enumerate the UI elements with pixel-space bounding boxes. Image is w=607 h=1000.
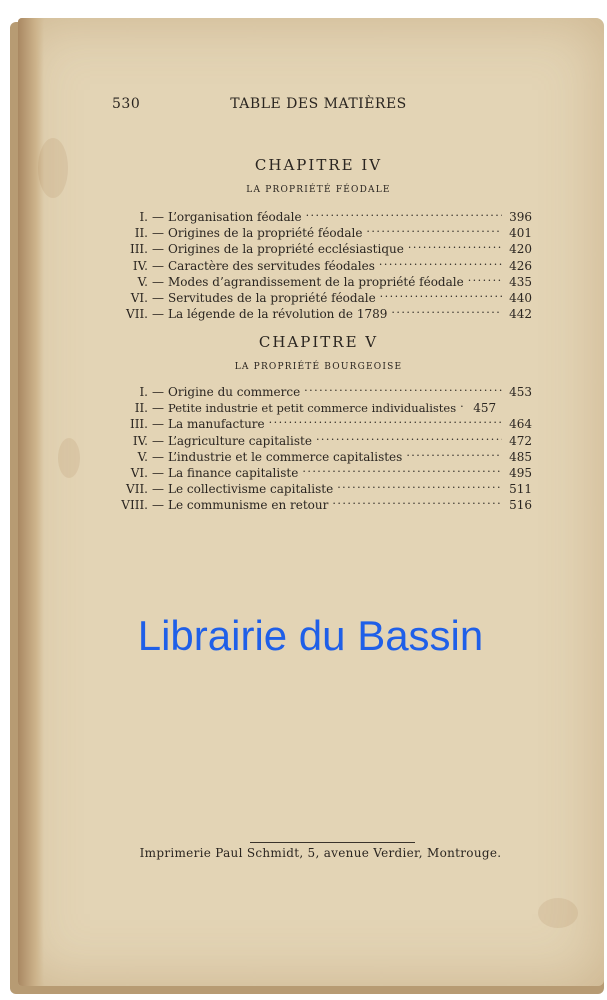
- entry-title: Petite industrie et petit commerce individualistes: [168, 401, 457, 416]
- entry-page: 516: [509, 498, 532, 513]
- entry-title: Servitudes de la propriété féodale: [168, 290, 376, 305]
- printer-imprint: Imprimerie Paul Schmidt, 5, avenue Verdier, Montrouge.: [139, 846, 502, 860]
- entry-number: V.: [137, 449, 148, 464]
- entry-page: 396: [509, 210, 532, 224]
- dot-leader: [380, 286, 502, 302]
- entry-page: 426: [509, 258, 532, 273]
- paper-stain: [58, 438, 80, 478]
- entry-page: 435: [509, 274, 532, 289]
- entry-title: La légende de la révolution de 1789: [168, 307, 388, 322]
- entry-title: Le communisme en retour: [168, 498, 329, 513]
- toc-list: [110, 205, 532, 322]
- entry-title: L’organisation féodale: [168, 210, 302, 224]
- dot-leader: [306, 205, 502, 221]
- entry-number: IV.: [132, 258, 148, 273]
- entry-page: 440: [509, 290, 532, 305]
- entry-number: VI.: [130, 290, 148, 305]
- entry-page: 453: [509, 385, 532, 399]
- toc-entry: I. — L’organisation féodale . . . 396: [110, 205, 532, 221]
- toc-entry: III. — La manufacture . . . 464: [110, 412, 532, 428]
- dot-leader: [337, 477, 502, 493]
- entry-number: VI.: [130, 465, 148, 480]
- toc-entry: IV. — Caractère des servitudes féodales . . . 426: [110, 254, 532, 270]
- page-number: 530: [112, 96, 141, 112]
- entry-number: III.: [129, 417, 148, 432]
- watermark: Librairie du Bassin: [137, 612, 484, 659]
- chapter-title: CHAPITRE IV: [254, 156, 383, 174]
- entry-number: VII.: [126, 482, 148, 497]
- entry-title: Origine du commerce: [168, 385, 301, 399]
- paper-stain: [538, 898, 578, 928]
- entry-number: III.: [129, 242, 148, 257]
- entry-page: 495: [509, 465, 532, 480]
- footer-rule: [250, 842, 415, 843]
- dot-leader: [316, 429, 502, 445]
- toc-entry: II. — Petite industrie et petit commerce individualistes . . . 457: [110, 396, 532, 412]
- entry-number: IV.: [132, 433, 148, 448]
- entry-number: V.: [137, 274, 148, 289]
- entry-page: 472: [509, 433, 532, 448]
- chapter-subtitle: LA PROPRIÉTÉ BOURGEOISE: [234, 362, 403, 372]
- chapter-title: CHAPITRE V: [258, 333, 379, 351]
- entry-title: Origines de la propriété féodale: [168, 226, 363, 241]
- entry-title: Le collectivisme capitaliste: [168, 482, 334, 497]
- toc-entry: III. — Origines de la propriété ecclésiastique . . . 420: [110, 237, 532, 253]
- toc-entry: V. — Modes d’agrandissement de la propriété féodale . . . 435: [110, 270, 532, 286]
- entry-title: L’industrie et le commerce capitalistes: [168, 449, 403, 464]
- toc-entry: V. — L’industrie et le commerce capitalistes . . . 485: [110, 445, 532, 461]
- dot-leader: [460, 396, 466, 412]
- dot-leader: [468, 270, 502, 286]
- entry-title: L’agriculture capitaliste: [168, 433, 312, 448]
- entry-number: I.: [139, 210, 148, 224]
- entry-page: 420: [509, 242, 532, 257]
- entry-page: 442: [509, 307, 532, 322]
- toc-entry: VII. — La légende de la révolution de 1789 . . . 442: [110, 302, 532, 318]
- toc-entry: VI. — Servitudes de la propriété féodale . . . 440: [110, 286, 532, 302]
- running-head: TABLE DES MATIÈRES: [230, 96, 407, 112]
- entry-title: Caractère des servitudes féodales: [168, 258, 375, 273]
- toc-entry: VIII. — Le communisme en retour . . . 516: [110, 493, 532, 509]
- entry-number: I.: [139, 385, 148, 399]
- dot-leader: [302, 461, 502, 477]
- entry-title: Modes d’agrandissement de la propriété féodale: [168, 274, 464, 289]
- dot-leader: [391, 302, 502, 318]
- page-header: [0, 96, 607, 120]
- entry-number: II.: [134, 401, 148, 416]
- toc-entry: VI. — La finance capitaliste . . . 495: [110, 461, 532, 477]
- entry-title: La manufacture: [168, 417, 265, 432]
- entry-number: VII.: [126, 307, 148, 322]
- chapter-subtitle: LA PROPRIÉTÉ FÉODALE: [246, 185, 391, 195]
- dot-leader: [379, 254, 502, 270]
- dot-leader: [408, 237, 502, 253]
- dot-leader: [304, 380, 502, 396]
- dot-leader: [332, 493, 502, 509]
- entry-page: 485: [509, 449, 532, 464]
- dot-leader: [366, 221, 502, 237]
- toc-entry: II. — Origines de la propriété féodale . . . 401: [110, 221, 532, 237]
- toc-entry: VII. — Le collectivisme capitaliste . . . 511: [110, 477, 532, 493]
- entry-title: La finance capitaliste: [168, 465, 299, 480]
- entry-page: 457: [473, 401, 497, 416]
- toc-list: [110, 380, 532, 513]
- entry-number: VIII.: [121, 498, 148, 513]
- toc-entry: IV. — L’agriculture capitaliste . . . 472: [110, 429, 532, 445]
- entry-number: II.: [134, 226, 148, 241]
- entry-title: Origines de la propriété ecclésiastique: [168, 242, 404, 257]
- dot-leader: [269, 412, 502, 428]
- entry-page: 511: [509, 482, 532, 497]
- entry-page: 464: [509, 417, 532, 432]
- toc-entry: I. — Origine du commerce . . . 453: [110, 380, 532, 396]
- dot-leader: [406, 445, 502, 461]
- entry-page: 401: [509, 226, 532, 241]
